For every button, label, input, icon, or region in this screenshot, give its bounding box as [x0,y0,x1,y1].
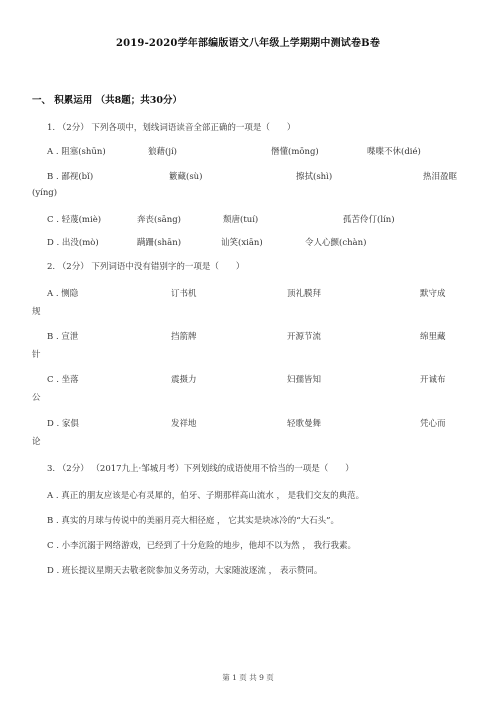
option-d-item-4: 令人心颤(chàn) [305,238,367,248]
question-2-stem: 2. （2分） 下列词语中没有错别字的一项是（ ） [47,262,245,272]
option-a-item-2: 订书机 [171,289,197,299]
option-a-item-1: A . 阻塞(shūn) [47,147,106,157]
option-c-item-2: 震摄力 [171,375,197,385]
option-b-item-3: 擦拭(shì) [296,172,333,182]
option-c-item-4: 孤苦伶仃(lín) [343,215,395,225]
option-d-item-3: 讪笑(xiān) [221,238,263,248]
option-b-item-1: B . 宣泄 [47,332,79,342]
option-b-item-2: 挡箭牌 [171,332,197,342]
question-2-option-b-continuation: 针 [32,350,41,360]
option-b-item-1: B . 鄙视(bǐ) [47,172,94,182]
option-a-item-3: 僭懂(mōng) [271,147,319,157]
option-b-item-4: 热泪盈眶 [423,172,458,182]
question-3-option-c: C . 小李沉溺于网络游戏，已经到了十分危险的地步，他却不以为然 ， 我行我素。 [47,541,357,551]
question-3-stem: 3. （2分） （2017九上·邹城月考）下列划线的成语使用不恰当的一项是（ ） [47,464,354,474]
option-d-item-1: D . 家俱 [47,419,79,429]
option-c-item-1: C . 坐落 [47,375,79,385]
option-a-item-2: 狼藉(jí) [148,147,177,157]
question-3-option-b: B . 真实的月球与传说中的美丽月亮大相径庭 ， 它其实是块冰冷的“大石头”。 [47,516,339,526]
question-2-option-c-continuation: 公 [32,393,41,403]
option-d-item-2: 蹒跚(shān) [137,238,182,248]
option-b-item-2: 籔藏(sù) [169,172,203,182]
question-3-option-a: A . 真正的朋友应该是心有灵犀的，伯牙、子期那样高山流水 ， 是我们交友的典范。 [47,491,365,501]
option-d-item-2: 发祥地 [171,419,197,429]
option-c-item-4: 开诚布 [420,375,446,385]
option-b-item-4: 绵里藏 [420,332,446,342]
option-a-item-3: 顶礼膜拜 [287,289,322,299]
page-footer: 第 1 页 共 9 页 [222,673,274,682]
option-a-item-4: 喋喋不休(dié) [367,147,421,157]
option-a-item-1: A . 恻隐 [47,289,79,299]
question-1-stem: 1. （2分） 下列各项中，划线词语读音全部正确的一项是（ ） [47,123,296,133]
option-d-item-1: D . 出没(mò) [47,238,99,248]
question-2-option-a-continuation: 规 [32,307,41,317]
question-1-option-b-continuation: (yíng) [32,188,58,198]
option-c-item-3: 妇孺皆知 [287,375,322,385]
option-c-item-2: 奔丧(sāng) [137,215,181,225]
page-title: 2019-2020学年部编版语文八年级上学期期中测试卷B卷 [115,38,381,49]
option-a-item-4: 默守成 [420,289,446,299]
option-b-item-3: 开源节流 [287,332,322,342]
option-c-item-3: 颓唐(tuí) [223,215,259,225]
option-c-item-1: C . 轻蔑(miè) [47,215,102,225]
option-d-item-4: 凭心而 [420,419,446,429]
question-2-option-d-continuation: 论 [32,437,41,447]
question-3-option-d: D . 班长提议星期天去敬老院参加义务劳动，大家随波逐流 ， 表示赞同。 [47,566,323,576]
option-d-item-3: 轻歌曼舞 [287,419,322,429]
section-heading: 一、 积累运用 （共8题；共30分） [32,95,182,106]
